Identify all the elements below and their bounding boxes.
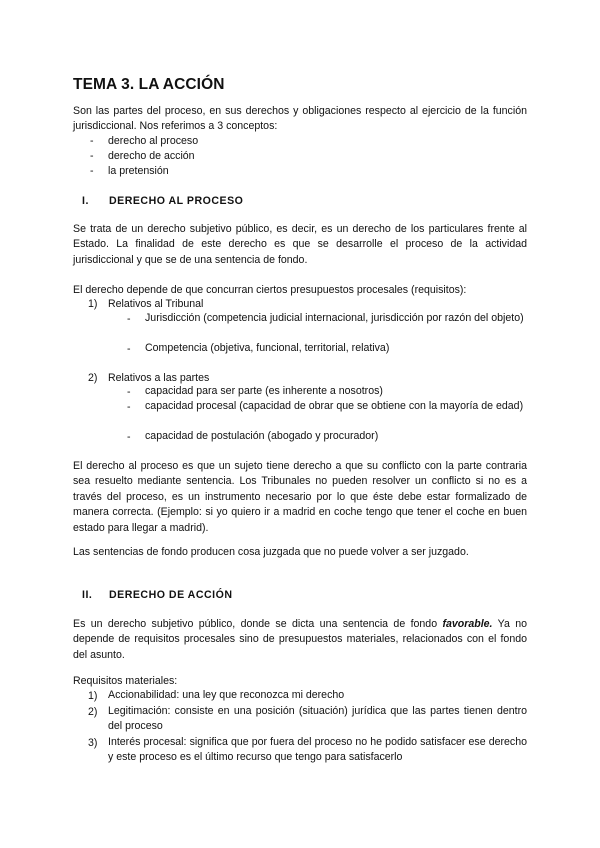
list-item: capacidad de postulación (abogado y procurador) xyxy=(145,430,379,442)
list-item: Competencia (objetiva, funcional, territorial, relativa) xyxy=(145,342,390,354)
list-item: la pretensión xyxy=(108,165,169,177)
section-numeral: I. xyxy=(82,195,89,207)
paragraph-text: Es un derecho subjetivo público, donde se dicta una sentencia de fondo xyxy=(73,618,443,630)
requirements-label: Requisitos materiales: xyxy=(73,675,178,687)
bullet-dash: - xyxy=(90,135,94,147)
requirement-number: 2) xyxy=(88,706,98,718)
bullet-dash: - xyxy=(90,150,94,162)
list-item: Jurisdicción (competencia judicial internacional, jurisdicción por razón del objeto) xyxy=(145,312,524,324)
bullet-dash: - xyxy=(127,401,131,413)
section-numeral: II. xyxy=(82,589,93,601)
list-item: capacidad para ser parte (es inherente a nosotros) xyxy=(145,385,383,397)
list-item: derecho de acción xyxy=(108,150,195,162)
bullet-dash: - xyxy=(127,343,131,355)
bullet-dash: - xyxy=(127,313,131,325)
section-heading: DERECHO AL PROCESO xyxy=(109,195,244,207)
requirement-item: Legitimación: consiste en una posición (situación) jurídica que las partes tienen dentro del proceso xyxy=(108,705,527,733)
section2-paragraph-1 xyxy=(73,617,527,663)
requirement-number: 3) xyxy=(88,737,98,749)
emphasis-text: favorable. xyxy=(442,618,493,630)
bullet-dash: - xyxy=(127,386,131,398)
group-number: 1) xyxy=(88,298,98,310)
requirement-number: 1) xyxy=(88,690,98,702)
bullet-dash: - xyxy=(127,431,131,443)
intro-paragraph: Son las partes del proceso, en sus derechos y obligaciones respecto al ejercicio de la función jurisdiccional. Nos referimos a 3 conceptos: xyxy=(73,105,527,133)
group-label: Relativos al Tribunal xyxy=(108,298,204,310)
section1-paragraph-4: Las sentencias de fondo producen cosa juzgada que no puede volver a ser juzgado. xyxy=(73,546,469,558)
list-item: derecho al proceso xyxy=(108,135,199,147)
section1-paragraph-3: El derecho al proceso es que un sujeto tiene derecho a que su conflicto con la parte contraria sea resuelto mediante sentencia. Los Tribunales no pueden resolver un conflicto si no es a través del proceso, es un instrumento necesario por lo que éste debe estar formalizado de manera correcta. (Ejemplo: si yo quiero ir a madrid en coche tengo que tener el coche en buen estado para llegar a madrid). xyxy=(73,460,527,534)
section-heading: DERECHO DE ACCIÓN xyxy=(109,589,233,601)
requirement-item: Interés procesal: significa que por fuera del proceso no he podido satisfacer ese derecho y este proceso es el último recurso que tengo para satisfacerlo xyxy=(108,736,527,764)
section1-paragraph-1: Se trata de un derecho subjetivo público, es decir, es un derecho de los particulares frente al Estado. La finalidad de este derecho es que se desarrolle el proceso de la actividad jurisdiccional y que se de una sentencia de fondo. xyxy=(73,223,527,266)
bullet-dash: - xyxy=(90,165,94,177)
requirement-item: Accionabilidad: una ley que reconozca mi derecho xyxy=(108,689,345,701)
list-item: capacidad procesal (capacidad de obrar que se obtiene con la mayoría de edad) xyxy=(145,400,524,412)
group-number: 2) xyxy=(88,372,98,384)
paragraph-text: Ya no depende de requisitos procesales sino de presupuestos materiales, relacionados con el fondo del asunto. xyxy=(73,618,527,661)
section1-paragraph-2: El derecho depende de que concurran ciertos presupuestos procesales (requisitos): xyxy=(73,284,467,296)
page-title: TEMA 3. LA ACCIÓN xyxy=(73,76,225,93)
group-label: Relativos a las partes xyxy=(108,372,210,384)
